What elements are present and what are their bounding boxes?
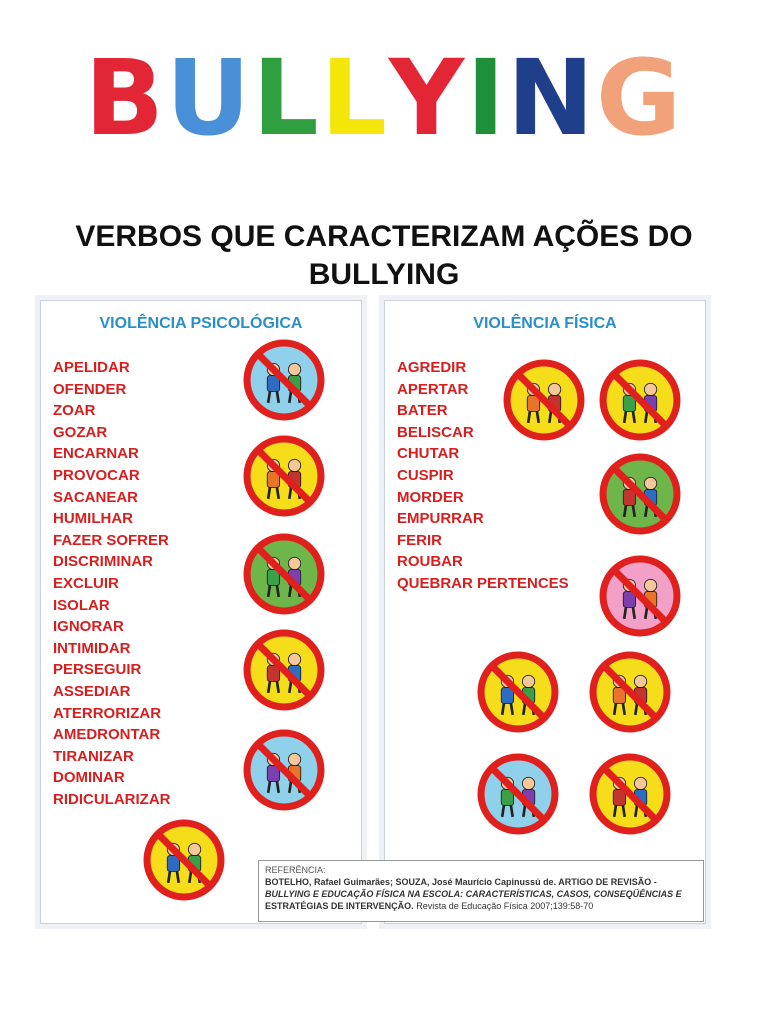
- verb-item: ISOLAR: [53, 596, 110, 614]
- title-letter: Y: [388, 37, 467, 159]
- panel-title-psychological: VIOLÊNCIA PSICOLÓGICA: [99, 315, 303, 332]
- verb-item: FERIR: [397, 531, 442, 549]
- verb-item: SACANEAR: [53, 488, 139, 506]
- title-letter: B: [84, 37, 166, 159]
- verb-item: DISCRIMINAR: [53, 553, 153, 571]
- verb-item: IGNORAR: [53, 618, 124, 636]
- no-hitting-icon: [596, 356, 684, 444]
- verb-item: APELIDAR: [53, 359, 130, 376]
- title-letter: U: [165, 37, 253, 159]
- title-letter: N: [506, 37, 596, 159]
- verb-item: EXCLUIR: [53, 574, 119, 592]
- title-letter: L: [320, 37, 389, 159]
- verb-item: TIRANIZAR: [53, 747, 134, 765]
- no-pushing-icon: [474, 648, 562, 736]
- reference-strategies: ESTRATÉGIAS DE INTERVENÇÃO.: [265, 901, 414, 911]
- verb-item: RIDICULARIZAR: [53, 790, 171, 808]
- title-letter: G: [595, 37, 684, 159]
- reference-journal: Revista de Educação Física 2007;139:58-70: [413, 901, 594, 911]
- verb-item: CUSPIR: [397, 466, 454, 484]
- verb-item: EMPURRAR: [397, 510, 484, 528]
- verb-item: QUEBRAR PERTENCES: [397, 574, 569, 592]
- no-exclusion-icon: [240, 530, 328, 618]
- verb-item: MORDER: [397, 488, 464, 506]
- verb-item: ROUBAR: [397, 553, 463, 571]
- no-mocking-icon: [240, 432, 328, 520]
- verb-item: FAZER SOFRER: [53, 531, 169, 549]
- no-aggression-icon: [500, 356, 588, 444]
- no-biting-icon: [586, 750, 674, 838]
- verb-item: INTIMIDAR: [53, 639, 131, 657]
- panel-title-physical: VIOLÊNCIA FÍSICA: [473, 315, 617, 332]
- no-intimidation-icon: [240, 626, 328, 714]
- verb-item: ATERRORIZAR: [53, 704, 162, 722]
- no-stealing-icon: [596, 552, 684, 640]
- verb-item: BELISCAR: [397, 423, 474, 441]
- title-letter: L: [252, 37, 321, 159]
- verb-item: CHUTAR: [397, 445, 460, 463]
- verb-item: AGREDIR: [397, 359, 467, 376]
- verb-item: HUMILHAR: [53, 510, 133, 528]
- verb-item: GOZAR: [53, 423, 108, 441]
- reference-box: [258, 860, 704, 922]
- verb-item: AMEDRONTAR: [53, 726, 161, 744]
- verb-item: DOMINAR: [53, 769, 125, 787]
- verb-item: APERTAR: [397, 380, 469, 398]
- reference-subtitle: BULLYING E EDUCAÇÃO FÍSICA NA ESCOLA: CARACTERÍSTICAS, CASOS, CONSEQÜÊNCIAS E: [265, 889, 682, 899]
- page-subtitle: VERBOS QUE CARACTERIZAM AÇÕES DO BULLYING: [75, 220, 693, 291]
- no-fighting-icon: [586, 648, 674, 736]
- psychological-verb-list: [53, 357, 171, 810]
- verb-item: PERSEGUIR: [53, 661, 142, 679]
- no-name-calling-icon: [240, 336, 328, 424]
- verb-item: ENCARNAR: [53, 445, 139, 463]
- verb-item: ASSEDIAR: [53, 682, 131, 700]
- verb-item: OFENDER: [53, 380, 127, 398]
- no-breaking-belongings-icon: [474, 750, 562, 838]
- bullying-title: [0, 38, 768, 158]
- reference-label: REFERÊNCIA:: [265, 865, 326, 875]
- no-kicking-icon: [596, 450, 684, 538]
- no-ridicule-icon: [140, 816, 228, 904]
- verb-item: ZOAR: [53, 402, 96, 420]
- verb-item: BATER: [397, 402, 448, 420]
- no-isolation-icon: [240, 726, 328, 814]
- verb-item: PROVOCAR: [53, 466, 140, 484]
- title-letter: I: [466, 37, 507, 159]
- reference-authors: BOTELHO, Rafael Guimarães; SOUZA, José Maurício Capinussú de. ARTIGO DE REVISÃO -: [265, 877, 657, 887]
